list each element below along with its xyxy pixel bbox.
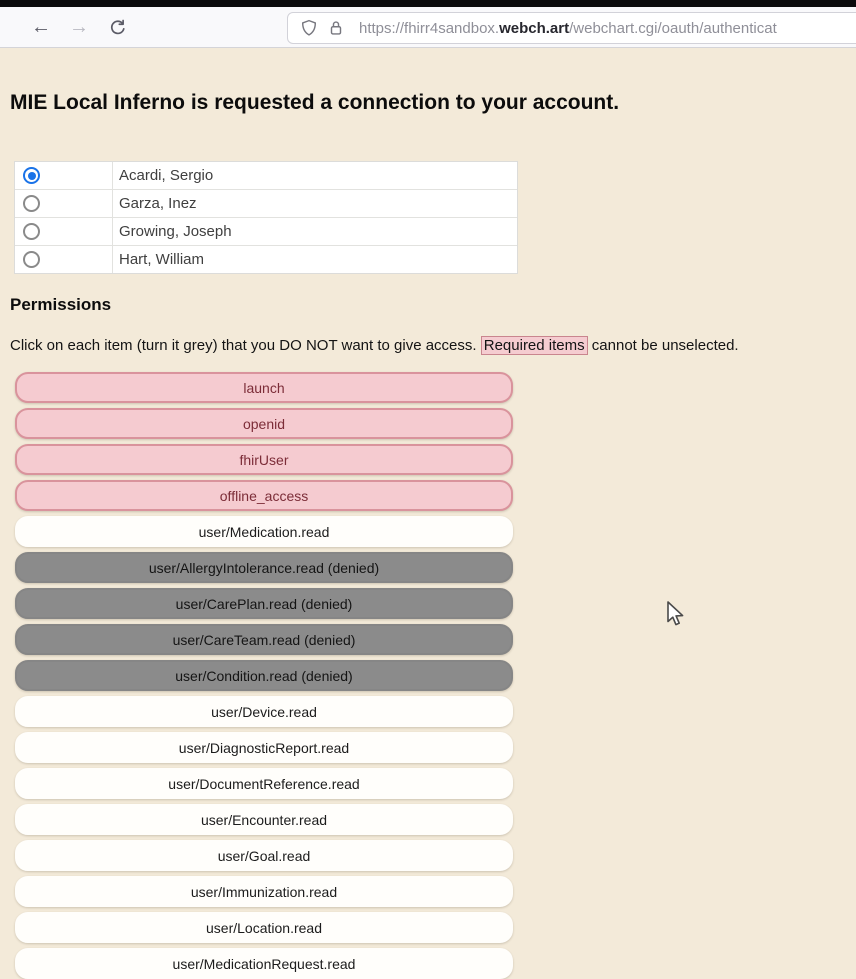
mouse-cursor [666,601,688,634]
instructions-before: Click on each item (turn it grey) that you DO NOT want to give access. [10,337,481,354]
back-icon[interactable]: ← [31,15,51,38]
page-title: MIE Local Inferno is requested a connection to your account. [10,91,620,114]
scope-pill[interactable] [15,588,513,619]
scope-pill[interactable] [15,768,513,799]
patient-row[interactable] [15,190,517,218]
patient-name: Hart, William [119,251,204,268]
scope-label: user/Immunization.read [190,883,338,900]
scope-label: user/MedicationRequest.read [172,955,356,972]
patient-radio-cell[interactable] [15,190,113,217]
account-picker-table [14,161,518,274]
instructions-after: cannot be unselected. [587,337,739,354]
radio-button[interactable] [23,223,40,240]
scope-label: user/CarePlan.read (denied) [175,595,353,612]
radio-button[interactable] [23,251,40,268]
radio-button[interactable] [23,167,40,184]
url-path: /webchart.cgi/oauth/authenticat [569,19,777,37]
scope-pill[interactable] [15,948,513,979]
scope-pill[interactable] [15,408,513,439]
patient-radio-cell[interactable] [15,246,113,273]
scope-pill[interactable] [15,624,513,655]
url-bar[interactable] [287,12,856,44]
scope-label: user/DocumentReference.read [168,775,360,792]
patient-radio-cell[interactable] [15,218,113,245]
patient-name: Growing, Joseph [119,223,232,240]
scope-pill[interactable] [15,732,513,763]
patient-radio-cell[interactable] [15,162,113,189]
scope-label: launch [243,379,285,396]
url-prefix: https://fhirr4sandbox. [359,19,500,37]
scope-label: user/DiagnosticReport.read [178,739,350,756]
scope-pill[interactable] [15,804,513,835]
permissions-heading: Permissions [10,295,112,314]
scope-pill[interactable] [15,876,513,907]
url-domain: webch.art [499,19,570,37]
radio-button[interactable] [23,195,40,212]
scope-pill[interactable] [15,660,513,691]
scope-label: user/Device.read [211,703,317,720]
scope-label: user/Goal.read [217,847,311,864]
scope-label: user/AllergyIntolerance.read (denied) [148,559,380,576]
scope-pill[interactable] [15,516,513,547]
scope-label: user/Medication.read [198,523,330,540]
url-text [359,20,777,37]
scope-pill[interactable] [15,552,513,583]
scope-pill[interactable] [15,480,513,511]
scope-label: user/CareTeam.read (denied) [172,631,356,648]
patient-row[interactable] [15,246,517,273]
scope-label: fhirUser [239,451,289,468]
scope-pill[interactable] [15,444,513,475]
scope-pill[interactable] [15,840,513,871]
reload-icon[interactable] [102,12,132,42]
scope-pill[interactable] [15,912,513,943]
lock-icon[interactable] [327,19,345,37]
patient-row[interactable] [15,218,517,246]
scope-pill[interactable] [15,696,513,727]
browser-toolbar [0,7,856,48]
permissions-instructions [10,337,856,355]
shield-icon[interactable] [300,19,318,37]
patient-name: Acardi, Sergio [119,167,214,184]
patient-name: Garza, Inez [119,195,197,212]
scope-label: user/Location.read [206,919,322,936]
scope-label: offline_access [219,487,309,504]
patient-row[interactable] [15,162,517,190]
scope-pill[interactable] [15,372,513,403]
required-items-highlight: Required items [481,336,588,355]
forward-icon[interactable]: → [69,15,89,38]
scope-label: user/Condition.read (denied) [175,667,353,684]
scope-label: user/Encounter.read [200,811,328,828]
window-top-strip [0,0,856,7]
scope-list [15,372,513,979]
scope-label: openid [242,415,286,432]
